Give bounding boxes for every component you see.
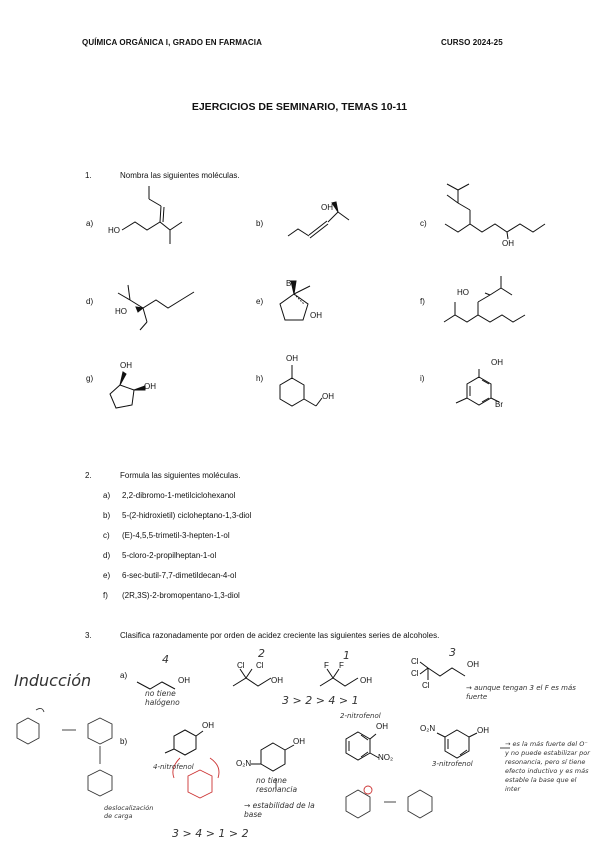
atom-f-3a-3-left: F (324, 661, 329, 670)
atom-cl-3a-2-right: Cl (256, 661, 264, 670)
label-1b: b) (256, 219, 264, 228)
sketch-nitrophenol-1 (346, 790, 370, 818)
atom-oh-3a-1: OH (178, 676, 190, 685)
hand-num-2: 2 (258, 647, 265, 660)
q2-item-f-letter: f) (103, 591, 108, 600)
sketch-benzene-2 (88, 718, 112, 744)
q2-item-d-text: 5-cloro-2-propilheptan-1-ol (122, 551, 217, 560)
atom-oh-3a-3: OH (360, 676, 372, 685)
atom-br-1e: Br (286, 279, 294, 288)
hand-num-3: 3 (449, 646, 456, 659)
question-1-text: Nombra las siguientes moléculas. (120, 171, 240, 180)
atom-oh-1h-top: OH (286, 354, 298, 363)
hand-2-nitrofenol: 2-nitrofenol (340, 712, 381, 720)
atom-oh-3b-2: OH (293, 737, 305, 746)
hand-4-nitrofenol: 4-nitrofenol (153, 763, 194, 771)
atom-oh-3b-4: OH (477, 726, 489, 735)
question-1-number: 1. (85, 171, 92, 180)
molecule-1e (280, 281, 310, 320)
hand-order-b: 3 > 4 > 1 > 2 (172, 827, 249, 840)
q2-item-e-text: 6-sec-butil-7,7-dimetildecan-4-ol (122, 571, 237, 580)
hand-carga: deslocalización de carga (104, 804, 154, 820)
q2-item-a-letter: a) (103, 491, 111, 500)
sketch-nitrophenol-2 (408, 790, 432, 818)
question-2-text: Formula las siguientes moléculas. (120, 471, 241, 480)
atom-oh-1b: OH (321, 203, 333, 212)
atom-cl-3a-4-c: Cl (422, 681, 430, 690)
q2-item-e-letter: e) (103, 571, 111, 580)
atom-oh-1c: OH (502, 239, 514, 248)
question-3-number: 3. (85, 631, 92, 640)
hand-num-4: 4 (162, 653, 169, 666)
q2-item-b-letter: b) (103, 511, 111, 520)
atom-oh-3a-4: OH (467, 660, 479, 669)
atom-f-3a-3-right: F (339, 661, 344, 670)
molecule-1i (456, 369, 499, 405)
q2-item-b-text: 5-(2-hidroxietil) cicloheptano-1,3-diol (122, 511, 252, 520)
molecule-1b (288, 202, 349, 238)
hand-no-halogeno: no tiene halógeno (145, 689, 180, 707)
molecule-3a-4 (428, 668, 465, 676)
label-3a: a) (120, 671, 128, 680)
label-1f: f) (420, 297, 425, 306)
label-1i: i) (420, 374, 425, 383)
label-1c: c) (420, 219, 427, 228)
q2-item-c-letter: c) (103, 531, 110, 540)
molecule-1g (110, 372, 145, 408)
hand-3-nitrofenol: 3-nitrofenol (432, 760, 473, 768)
atom-ho-1f: HO (457, 288, 469, 297)
hand-order-a: 3 > 2 > 4 > 1 (282, 694, 359, 707)
question-2-number: 2. (85, 471, 92, 480)
molecule-3b-3 (346, 732, 370, 760)
atom-no2-3b-3: NO₂ (378, 753, 394, 762)
sketch-resonance (188, 770, 212, 798)
atom-o2n-3b-4: O₂N (420, 724, 436, 733)
hand-no-resonancia: no tiene resonancia (256, 776, 298, 794)
atom-br-1i: Br (495, 400, 503, 409)
atom-o2n-3b-2: O₂N (236, 759, 252, 768)
hand-estabilidad: → estabilidad de la base (244, 801, 315, 819)
question-3-text: Clasifica razonadamente por orden de acidez creciente las siguientes series de alcoholes. (120, 631, 440, 640)
molecule-3a-2 (233, 678, 271, 686)
atom-oh-1i: OH (491, 358, 503, 367)
atom-oh-1g-top: OH (120, 361, 132, 370)
atom-oh-1e: OH (310, 311, 322, 320)
page-title: EJERCICIOS DE SEMINARIO, TEMAS 10-11 (191, 101, 408, 113)
atom-oh-1h-right: OH (322, 392, 334, 401)
q2-item-d-letter: d) (103, 551, 111, 560)
label-1g: g) (86, 374, 94, 383)
q2-item-f-text: (2R,3S)-2-bromopentano-1,3-diol (122, 591, 240, 600)
molecule-3b-1 (174, 730, 196, 755)
sketch-benzene-1 (17, 718, 39, 744)
molecule-1c (445, 184, 545, 239)
molecule-1a (122, 186, 182, 244)
molecule-1d (118, 285, 194, 330)
molecule-3a-3 (320, 678, 358, 686)
label-1d: d) (86, 297, 94, 306)
atom-cl-3a-2-left: Cl (237, 661, 245, 670)
label-1e: e) (256, 297, 264, 306)
q2-item-c-text: (E)-4,5,5-trimetil-3-hepten-1-ol (122, 531, 230, 540)
molecule-3a-1 (137, 682, 175, 689)
q2-item-a-text: 2,2-dibromo-1-metilciclohexanol (122, 491, 236, 500)
hand-induccion: Inducción (14, 671, 92, 690)
atom-oh-1g-right: OH (144, 382, 156, 391)
atom-oh-3b-1: OH (202, 721, 214, 730)
atom-cl-3a-4-b: Cl (411, 669, 419, 678)
atom-cl-3a-4-a: Cl (411, 657, 419, 666)
hand-aunque: → aunque tengan 3 el F es más fuerte (466, 684, 576, 701)
label-3b: b) (120, 737, 128, 746)
label-1h: h) (256, 374, 264, 383)
sketch-benzene-3 (88, 770, 112, 796)
atom-oh-3b-3: OH (376, 722, 388, 731)
molecule-1f (444, 276, 525, 322)
label-1a: a) (86, 219, 94, 228)
hand-num-1: 1 (343, 649, 350, 662)
atom-ho-1a: HO (108, 226, 120, 235)
course-header: QUÍMICA ORGÁNICA I, GRADO EN FARMACIA (82, 38, 262, 47)
atom-oh-3a-2: OH (271, 676, 283, 685)
molecule-3b-2 (261, 743, 285, 771)
course-year: CURSO 2024-25 (441, 38, 503, 47)
atom-ho-1d: HO (115, 307, 127, 316)
molecule-3b-4 (445, 730, 469, 758)
molecule-1h (280, 365, 322, 406)
hand-nota-derecha: → es la más fuerte del O⁻ y no puede estabilizar por resonancia, pero sí tiene efecto inductivo y es más estable la base que el inter (505, 740, 590, 793)
